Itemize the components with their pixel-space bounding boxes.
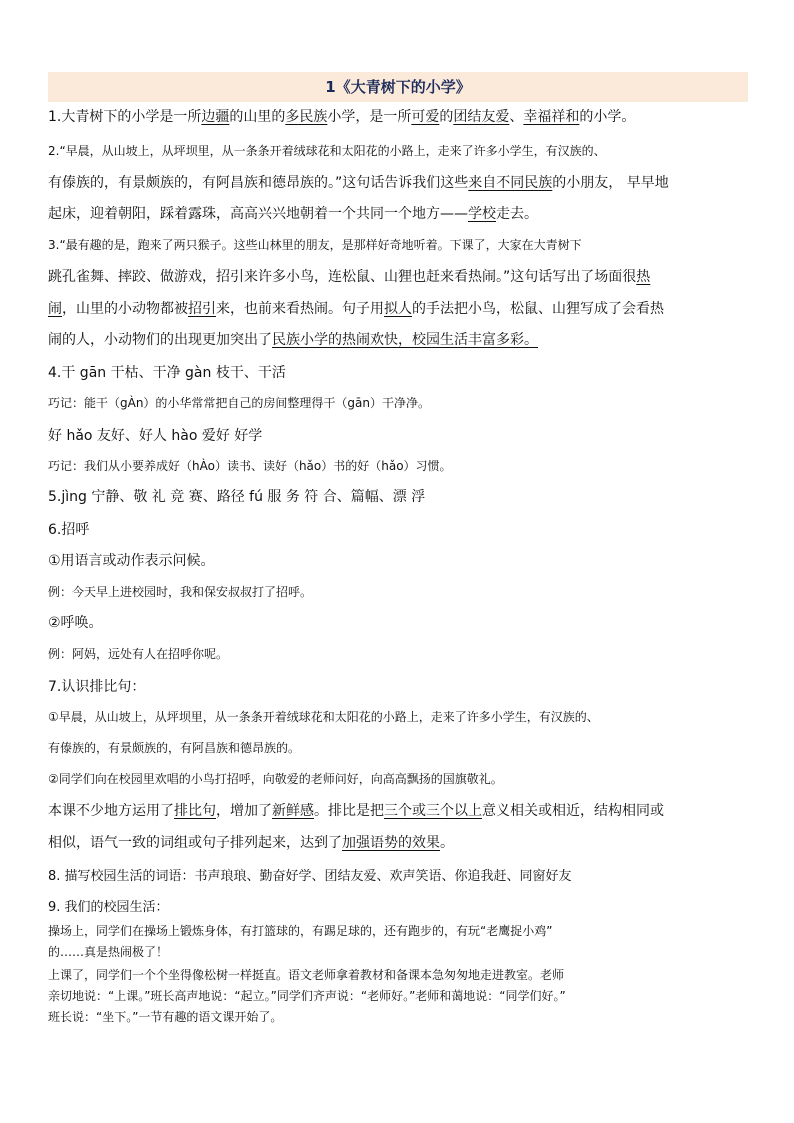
line-2 <box>48 142 606 159</box>
text-segment: ②呼唤。 <box>48 615 103 631</box>
line-22 <box>48 770 503 787</box>
line-20 <box>48 708 599 725</box>
line-10 <box>48 394 430 411</box>
underlined-term: 拟人 <box>384 301 412 317</box>
line-4 <box>48 203 538 223</box>
text-segment: 例：今天早上进校园时，我和保安叔叔打了招呼。 <box>48 585 313 599</box>
text-segment: 巧记：能干（gÀn）的小华常常把自己的房间整理得干（gān）干净净。 <box>48 396 431 410</box>
line-24 <box>48 832 454 852</box>
line-29 <box>48 966 564 983</box>
text-segment: 跳孔雀舞、摔跤、做游戏，招引来许多小鸟，连松鼠、山狸也赶来看热闹。”这句话写出了场面很 <box>48 269 637 285</box>
text-segment: 的……真是热闹极了！ <box>48 945 169 959</box>
underlined-term: 多民族 <box>285 109 328 125</box>
line-26 <box>48 896 169 915</box>
text-segment: 。 <box>440 835 454 851</box>
text-segment: 6.招呼 <box>48 522 90 538</box>
line-19 <box>48 676 145 696</box>
line-6 <box>48 266 650 286</box>
text-segment: 2.“早晨，从山坡上，从坪坝里，从一条条开着绒球花和太阳花的小路上，走来了许多小学生，有汉族的、 <box>48 144 606 158</box>
text-segment: 的小朋友， 早早地 <box>552 175 669 191</box>
line-16 <box>48 583 312 600</box>
text-segment: 亲切地说：“上课。”班长高声地说：“起立。”同学们齐声说：“老师好。”老师和蔼地说：“同学们好。” <box>48 989 566 1003</box>
line-31 <box>48 1008 282 1025</box>
text-segment: 5.jìng 宁静、敬 礼 竞 赛、路径 fú 服 务 符 合、篇幅、漂 浮 <box>48 489 426 505</box>
line-25 <box>48 865 572 884</box>
underlined-term: 民族小学的热闹欢快，校园生活丰富多彩。 <box>272 332 538 348</box>
underlined-term: 新鲜感 <box>272 803 314 819</box>
text-segment: 有傣族的，有景颇族的，有阿昌族和德昂族的。”这句话告诉我们这些 <box>48 175 469 191</box>
line-8 <box>48 329 538 349</box>
line-14 <box>48 519 89 539</box>
text-segment: 的 <box>439 109 454 125</box>
text-segment: 意义相关或相近，结构相同或 <box>482 803 664 819</box>
line-21 <box>48 739 300 756</box>
text-segment: 相似，语气一致的词组或句子排列起来，达到了 <box>48 835 342 851</box>
line-28 <box>48 943 168 960</box>
text-segment: 有傣族的，有景颇族的，有阿昌族和德昂族的。 <box>48 741 301 755</box>
text-segment: 小学，是一所 <box>327 109 412 125</box>
text-segment: ②同学们向在校园里欢唱的小鸟打招呼，向敬爱的老师问好，向高高飘扬的国旗敬礼。 <box>48 772 503 786</box>
line-13 <box>48 486 425 506</box>
text-segment: ①用语言或动作表示问候。 <box>48 553 215 569</box>
text-segment: ，山里的小动物都被 <box>62 301 188 317</box>
text-segment: 起床，迎着朝阳，踩着露珠，高高兴兴地朝着一个共同一个地方—— <box>48 206 468 222</box>
text-segment: 走去。 <box>496 206 538 222</box>
line-27 <box>48 922 552 939</box>
document-page <box>48 72 748 1024</box>
text-segment: 9. 我们的校园生活： <box>48 900 169 915</box>
text-segment: 例：阿妈，远处有人在招呼你呢。 <box>48 647 229 661</box>
text-segment: 4.干 gān 干枯、干净 gàn 枝干、干活 <box>48 365 286 381</box>
line-30 <box>48 987 566 1004</box>
text-segment: 好 hǎo 友好、好人 hào 爱好 好学 <box>48 428 263 444</box>
underlined-term: 来自不同民族 <box>468 175 553 191</box>
text-segment: 的小学。 <box>579 109 636 125</box>
text-segment: 1.大青树下的小学是一所 <box>48 109 202 125</box>
text-segment: 。排比是把 <box>314 803 384 819</box>
line-5 <box>48 236 582 253</box>
line-17 <box>48 612 103 632</box>
text-segment: 的手法把小鸟，松鼠、山狸写成了会看热 <box>412 301 664 317</box>
underlined-term: 招引 <box>188 301 216 317</box>
line-11 <box>48 425 262 445</box>
line-7 <box>48 298 664 318</box>
underlined-term: 团结友爱 <box>453 109 510 125</box>
text-segment: 来，也前来看热闹。句子用 <box>216 301 384 317</box>
underlined-term: 幸福祥和 <box>523 109 580 125</box>
underlined-term: 可爱 <box>411 109 440 125</box>
text-segment: 巧记：我们从小要养成好（hÀo）读书、读好（hǎo）书的好（hǎo）习惯。 <box>48 459 452 473</box>
line-15 <box>48 550 215 570</box>
underlined-term: 排比句 <box>174 803 216 819</box>
text-segment: 操场上，同学们在操场上锻炼身体，有打篮球的，有踢足球的，还有跑步的，有玩“老鹰捉小鸡” <box>48 924 553 938</box>
lesson-title: 1《大青树下的小学》 <box>48 72 748 102</box>
underlined-term: 热 <box>636 269 651 285</box>
line-1 <box>48 106 635 126</box>
text-segment: ，增加了 <box>216 803 272 819</box>
text-segment: 、 <box>509 109 524 125</box>
underlined-term: 学校 <box>468 206 496 222</box>
line-18 <box>48 645 228 662</box>
text-segment: 班长说：“坐下。”一节有趣的语文课开始了。 <box>48 1010 283 1024</box>
text-segment: 7.认识排比句： <box>48 679 146 695</box>
line-9 <box>48 362 286 382</box>
text-segment: ①早晨，从山坡上，从坪坝里，从一条条开着绒球花和太阳花的小路上，走来了许多小学生，有汉族的、 <box>48 710 599 724</box>
line-23 <box>48 800 664 820</box>
line-3 <box>48 172 669 192</box>
text-segment: 闹的人，小动物们的出现更加突出了 <box>48 332 272 348</box>
text-segment: 上课了，同学们一个个坐得像松树一样挺直。语文老师拿着教材和备课本急匆匆地走进教室。老师 <box>48 968 565 982</box>
text-segment: 8. 描写校园生活的词语：书声琅琅、勤奋好学、团结友爱、欢声笑语、你追我赶、同窗好友 <box>48 869 572 884</box>
text-segment: 本课不少地方运用了 <box>48 803 174 819</box>
text-segment: 3.“最有趣的是，跑来了两只猴子。这些山林里的朋友，是那样好奇地听着。下课了，大家在大青树下 <box>48 238 582 252</box>
underlined-term: 三个或三个以上 <box>384 803 482 819</box>
underlined-term: 闹 <box>48 301 62 317</box>
line-12 <box>48 457 452 474</box>
underlined-term: 边疆 <box>201 109 230 125</box>
underlined-term: 加强语势的效果 <box>342 835 440 851</box>
text-segment: 的山里的 <box>229 109 286 125</box>
